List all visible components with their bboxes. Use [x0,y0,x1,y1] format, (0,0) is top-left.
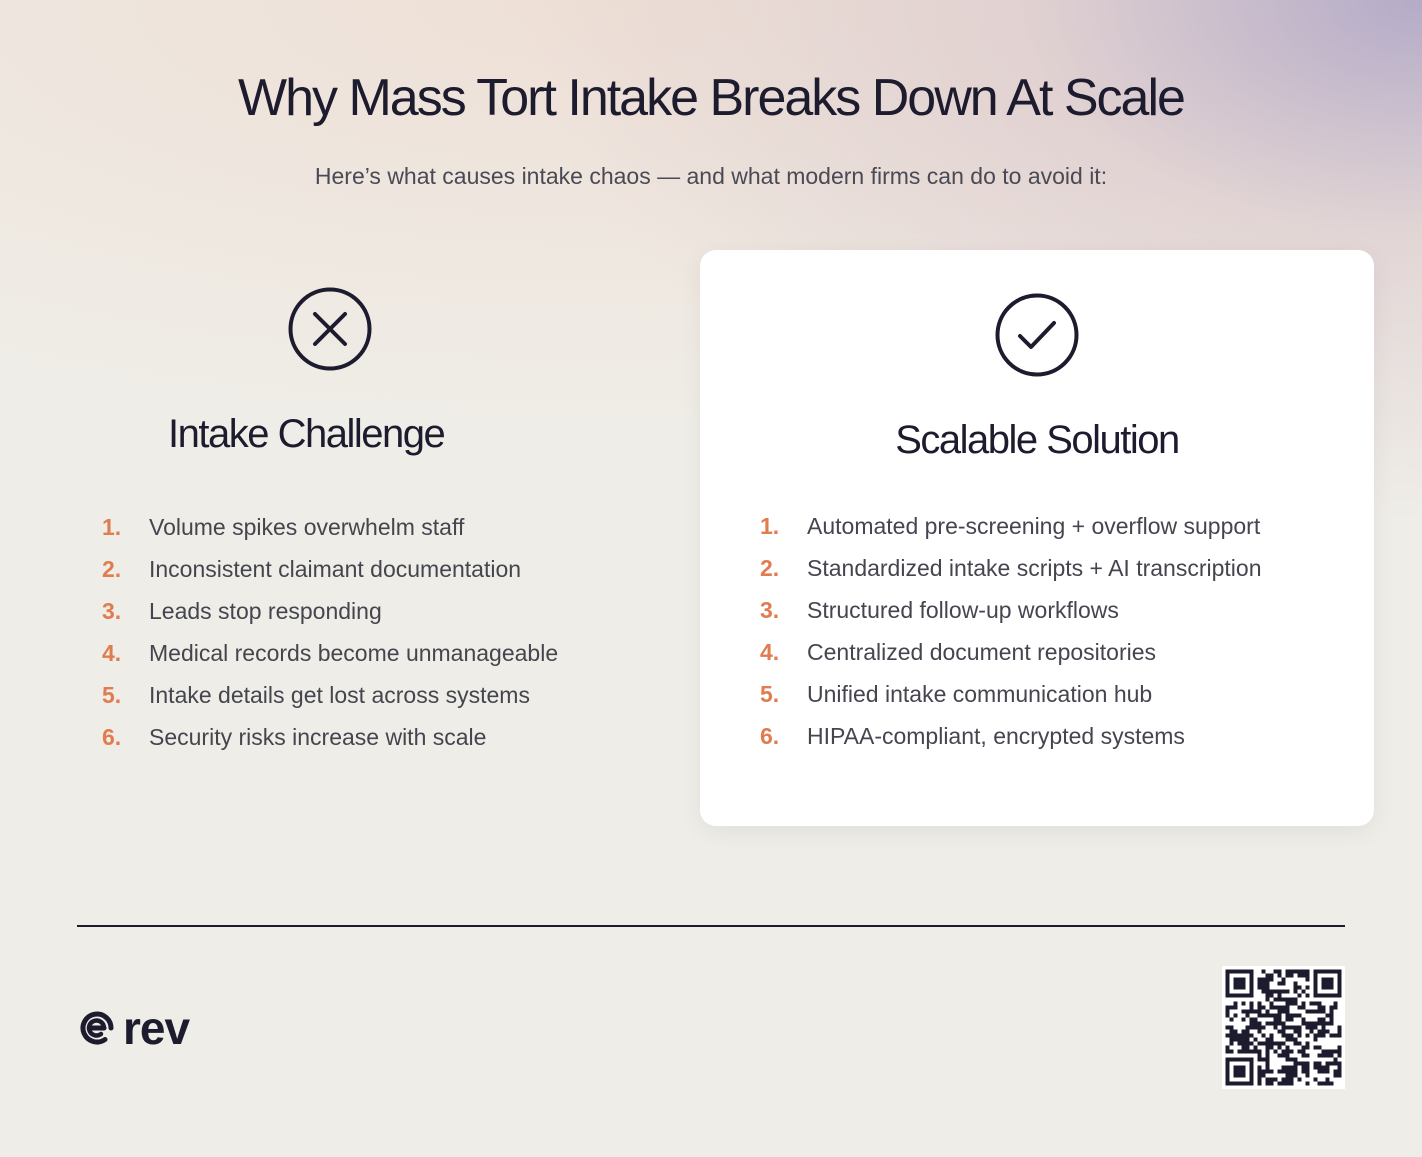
list-text: Structured follow-up workflows [807,596,1119,623]
list-item [760,589,1262,631]
challenge-list [102,506,558,758]
rev-logo[interactable] [77,1002,189,1054]
list-text: Intake details get lost across systems [149,681,530,708]
list-number: 3. [102,597,122,624]
list-item [102,506,558,548]
check-circle-icon [995,293,1079,377]
list-item [760,715,1262,757]
page-subtitle: Here’s what causes intake chaos — and what modern firms can do to avoid it: [314,163,1108,189]
list-number: 2. [102,555,122,582]
list-number: 2. [760,554,780,581]
list-text: Centralized document repositories [807,638,1157,665]
list-text: Unified intake communication hub [807,680,1153,707]
page-title: Why Mass Tort Intake Breaks Down At Scale [238,69,1184,127]
list-number: 1. [102,513,122,540]
list-text: Security risks increase with scale [149,723,487,750]
list-number: 1. [760,512,780,539]
rev-logo-icon [77,1008,117,1048]
list-item [760,505,1262,547]
list-text: Standardized intake scripts + AI transcription [807,554,1262,581]
list-text: Automated pre-screening + overflow support [807,512,1261,539]
list-number: 6. [102,723,122,750]
solution-heading: Scalable Solution [895,418,1179,462]
list-item [760,673,1262,715]
list-number: 4. [102,639,122,666]
list-item [102,716,558,758]
list-item [760,631,1262,673]
x-circle-icon [288,287,372,371]
footer-divider [77,925,1345,927]
list-item [760,547,1262,589]
challenge-column [0,250,700,826]
rev-logo-text: rev [123,1002,190,1054]
list-number: 3. [760,596,780,623]
list-number: 6. [760,722,780,749]
list-item [102,548,558,590]
list-text: Medical records become unmanageable [149,639,559,666]
list-number: 4. [760,638,780,665]
list-item [102,674,558,716]
solution-card [700,250,1374,826]
solution-list [760,505,1262,757]
list-number: 5. [760,680,780,707]
list-text: HIPAA-compliant, encrypted systems [807,722,1185,749]
list-text: Volume spikes overwhelm staff [149,513,465,540]
list-item [102,590,558,632]
list-text: Leads stop responding [149,597,382,624]
qr-code-icon[interactable] [1222,966,1345,1089]
challenge-heading: Intake Challenge [168,412,445,456]
list-text: Inconsistent claimant documentation [149,555,522,582]
list-number: 5. [102,681,122,708]
list-item [102,632,558,674]
